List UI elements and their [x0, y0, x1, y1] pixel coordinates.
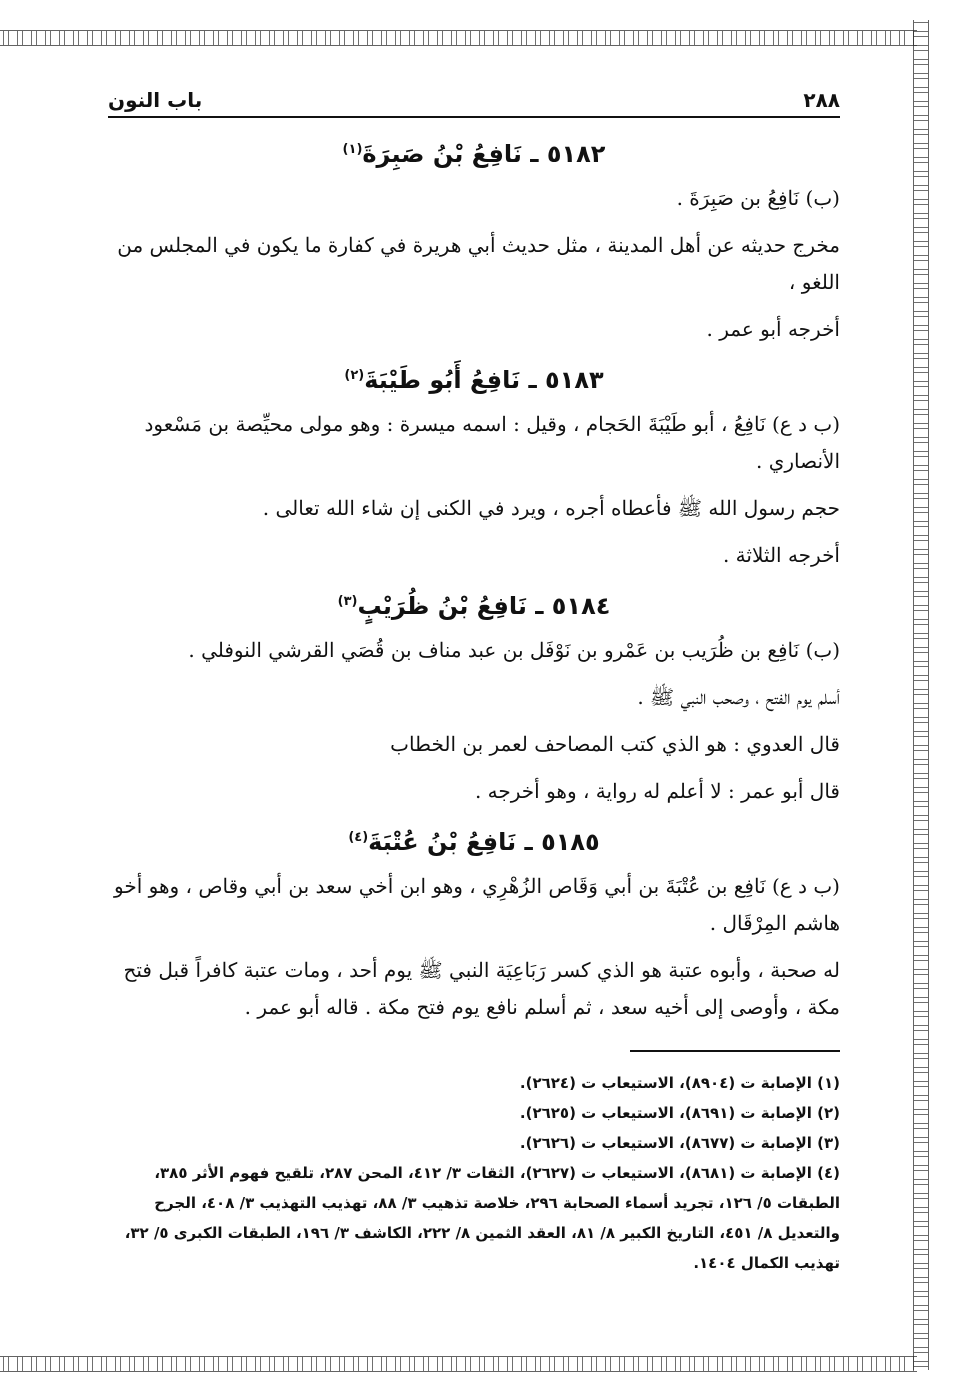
entry-5182	[108, 140, 840, 348]
entry-paragraph: قال أبو عمر : لا أعلم له رواية ، وهو أخرجه .	[474, 779, 840, 803]
footnote-ref: (٢)	[344, 368, 365, 383]
entry-paragraph: أخرجه أبو عمر .	[706, 317, 840, 341]
footnote: (٤) الإصابة ت (٨٦٨١)، الاستيعاب ت (٢٦٢٧)، الثقات ٣/ ٤١٢، المحن ٢٨٧، تلقيح فهوم الأثر ٣٨٥، الطبقات ٥/ ١٢٦، تجريد أسماء الصحابة ٢٩٦، خلاصة تذهيب ٣/ ٨٨، تهذيب التهذيب ٣/ ٤٠٨، الجرح والتعديل ٨/ ٤٥١، التاريخ الكبير ٨/ ٨١، العقد الثمين ٨/ ٢٢٢، الكاشف ٣/ ١٩٦، الطبقات الكبرى ٥/ ٣٢، تهذيب الكمال ١٤٠٤.	[124, 1164, 840, 1272]
footnote: (١) الإصابة ت (٨٩٠٤)، الاستيعاب ت (٢٦٢٤).	[519, 1074, 840, 1092]
running-header	[108, 88, 840, 118]
entry-title: ٥١٨٥ ـ نَافِعُ بْنُ عُتْبَةَ$^{(٤)}$	[348, 828, 600, 856]
page-content	[108, 88, 840, 1278]
entry-paragraph: (ب) نَافِع بن ظُرَيب بن عَمْرو بن نَوْفَل بن عبد مناف بن قُصَي القرشي النوفلي .	[188, 638, 840, 662]
entry-paragraph: أسلم يوم الفتح ، وصحب النبي ﷺ .	[637, 685, 840, 709]
entry-paragraph: (ب د ع) نَافِعُ ، أبو طَيْبَةَ الحَجام ، وقيل : اسمه ميسرة : وهو مولى محيِّصة بن مَسْعود الأنصاري .	[144, 412, 840, 473]
footnote-ref: (٤)	[348, 830, 369, 845]
entry-paragraph: (ب) نَافِعُ بن صَبِرَةَ .	[676, 186, 840, 210]
top-ornamental-border	[0, 30, 917, 46]
entry-5183	[108, 366, 840, 574]
entry-paragraph: حجم رسول الله ﷺ فأعطاه أجره ، ويرد في الكنى إن شاء الله تعالى .	[262, 496, 840, 520]
entry-title: ٥١٨٤ ـ نَافِعُ بْنُ ظُرَيْبٍ$^{(٣)}$	[337, 592, 611, 620]
page-number: ٢٨٨	[803, 88, 840, 112]
footnote-ref: (١)	[342, 142, 363, 157]
entry-title: ٥١٨٢ ـ نَافِعُ بْنُ صَبِرَةَ$^{(١)}$	[342, 140, 606, 168]
entry-5184	[108, 592, 840, 810]
footnote: (٣) الإصابة ت (٨٦٧٧)، الاستيعاب ت (٢٦٢٦).	[519, 1134, 840, 1152]
footnote-separator	[630, 1050, 840, 1052]
entry-paragraph: قال العدوي : هو الذي كتب المصاحف لعمر بن الخطاب	[390, 732, 840, 756]
right-ornamental-border	[913, 20, 929, 1370]
entry-paragraph: (ب د ع) نَافِع بن عُتْبَةَ بن أبي وَقَاص الزُهْرِي ، وهو ابن أخي سعد بن أبي وقاص ، وهو أخو هاشم المِرْقَال .	[114, 874, 840, 935]
entry-paragraph: له صحبة ، وأبوه عتبة هو الذي كسر رَبَاعِيَة النبي ﷺ يوم أحد ، ومات عتبة كافراً قبل فتح مكة ، وأوصى إلى أخيه سعد ، ثم أسلم نافع يوم فتح مكة . قاله أبو عمر .	[123, 958, 840, 1019]
chapter-title: باب النون	[108, 88, 203, 112]
entry-title: ٥١٨٣ ـ نَافِعُ أَبُو طَيْبَةَ$^{(٢)}$	[344, 366, 604, 394]
entry-paragraph: مخرج حديثه عن أهل المدينة ، مثل حديث أبي هريرة في كفارة ما يكون في المجلس من اللغو ،	[117, 233, 840, 294]
bottom-ornamental-border	[0, 1356, 917, 1372]
footnote-ref: (٣)	[337, 594, 358, 609]
footnotes	[108, 1068, 840, 1278]
footnote: (٢) الإصابة ت (٨٦٩١)، الاستيعاب ت (٢٦٢٥).	[519, 1104, 840, 1122]
entry-paragraph: أخرجه الثلاثة .	[722, 543, 840, 567]
entry-5185	[108, 828, 840, 1026]
